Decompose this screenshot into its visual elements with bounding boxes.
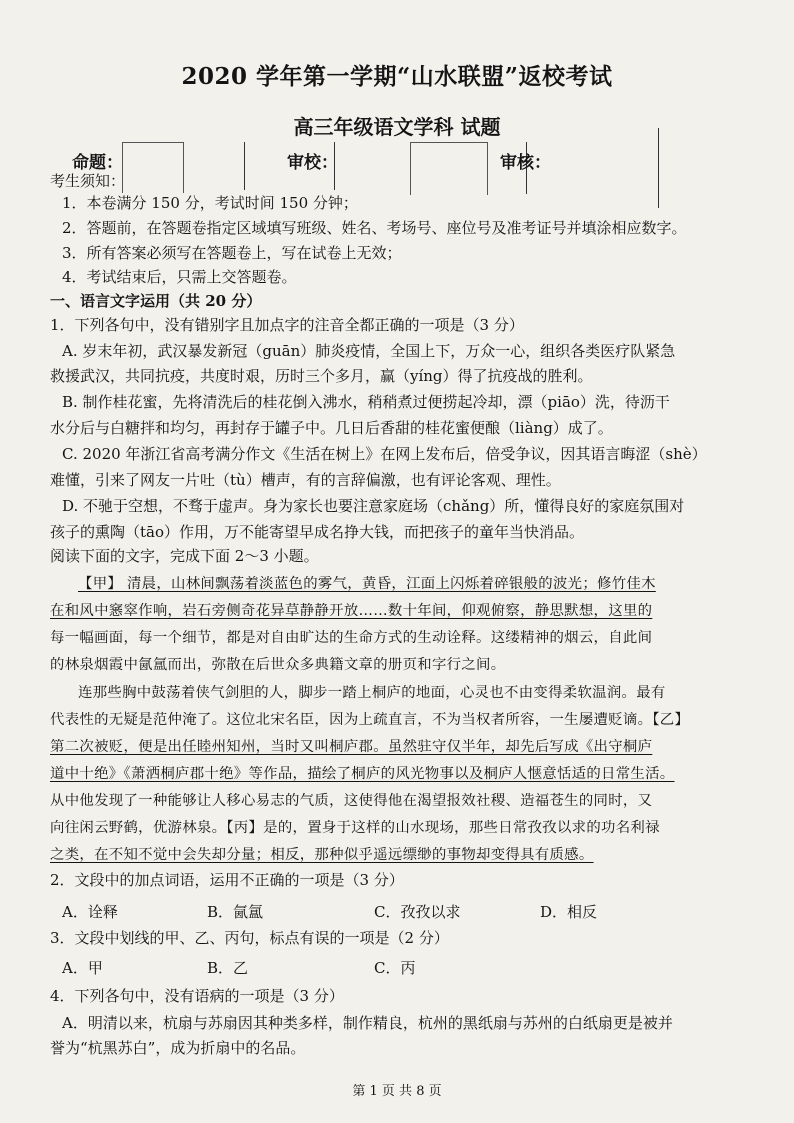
passage-line: 向往闲云野鹤，优游林泉。【丙】是的，置身于这样的山水现场，那些日常孜孜以求的功名利禄 [50,820,660,836]
question-2-option-b: B．氤氲 [207,903,264,921]
question-1-line: 水分后与白糖拌和均匀，再封存于罐子中。几日后香甜的桂花蜜便酿（liàng）成了。 [50,419,613,437]
passage-line: 在和风中窸窣作响，岩石旁侧奇花异草静静开放……数十年间，仰观俯察，静思默想，这里的 [50,603,653,619]
question-3-option-c: C．丙 [374,959,416,977]
passage-line: 道中十绝》《萧洒桐庐郡十绝》等作品，描绘了桐庐的风光物事以及桐庐人惬意恬适的日常生活。 [50,766,675,782]
question-1-line: B. 制作桂花蜜，先将清洗后的桂花倒入沸水，稍稍煮过便捞起冷却，漂（piāo）洗，待沥干 [62,393,670,411]
passage-line: 【甲】 清晨，山林间飘荡着淡蓝色的雾气，黄昏，江面上闪烁着碎银般的波光；修竹佳木 [78,576,656,592]
question-2-option-c: C．孜孜以求 [374,903,461,921]
question-3-stem: 3．文段中划线的甲、乙、丙句，标点有误的一项是（2 分） [50,929,449,947]
question-2-stem: 2．文段中的加点词语，运用不正确的一项是（3 分） [50,871,404,889]
question-1-line: 救援武汉，共同抗疫，共度时艰，历时三个多月，赢（yíng）得了抗疫战的胜利。 [50,367,593,385]
passage-line: 从中他发现了一种能够让人移心易志的气质，这使得他在渴望报效社稷、造福苍生的同时，又 [50,793,653,809]
question-4-line: 誉为“杭黑苏白”，成为折扇中的名品。 [50,1039,306,1057]
passage-line: 每一幅画面，每一个细节，都是对自由旷达的生命方式的生动诠释。这缕精神的烟云，自此间 [50,630,653,646]
question-2-option-a: A．诠释 [62,903,118,921]
passage-line: 第二次被贬，便是出任睦州知州，当时又叫桐庐郡。虽然驻守仅半年，却先后写成《出守桐庐 [50,739,653,755]
question-1-line: A. 岁末年初，武汉暴发新冠（guān）肺炎疫情，全国上下，万众一心，组织各类医疗队紧急 [62,342,676,360]
instruction-item: 2．答题前，在答题卷指定区域填写班级、姓名、考场号、座位号及准考证号并填涂相应数字。 [62,219,687,237]
question-1-line: 孩子的熏陶（tāo）作用，万不能寄望早成名挣大钱，而把孩子的童年当快消品。 [50,523,585,541]
question-1-stem: 1．下列各句中，没有错别字且加点字的注音全都正确的一项是（3 分） [50,316,524,334]
instruction-item: 4．考试结束后，只需上交答题卷。 [62,268,297,286]
question-2-option-d: D．相反 [540,903,598,921]
instructions-heading: 考生须知： [50,172,126,190]
question-3-option-a: A．甲 [62,959,103,977]
school-review-label: 审校： [287,153,338,173]
passage-line: 的林泉烟霞中氤氲而出，弥散在后世众多典籍文章的册页和字行之间。 [50,657,506,673]
question-4-line: A．明清以来，杭扇与苏扇因其种类多样，制作精良，杭州的黑纸扇与苏州的白纸扇更是被并 [62,1014,673,1032]
exam-subtitle: 高三年级语文学科 试题 [293,115,501,139]
question-4-stem: 4．下列各句中，没有语病的一项是（3 分） [50,987,344,1005]
proposer-label: 命题： [72,153,123,173]
question-1-line: C. 2020 年浙江省高考满分作文《生活在树上》在网上发布后，倍受争议，因其语言晦涩（shè） [62,445,707,463]
reading-intro: 阅读下面的文字，完成下面 2～3 小题。 [50,547,319,565]
passage-line: 代表性的无疑是范仲淹了。这位北宋名臣，因为上疏直言，不为当权者所容，一生屡遭贬谪。【乙】 [50,712,690,728]
page-footer: 第 1 页 共 8 页 [352,1084,442,1099]
instruction-item: 3．所有答案必须写在答题卷上，写在试卷上无效； [62,244,402,262]
instruction-item: 1．本卷满分 150 分，考试时间 150 分钟； [62,194,358,212]
exam-title: 2020 学年第一学期“山水联盟”返校考试 [181,63,613,90]
final-review-label: 审核： [500,153,551,173]
question-1-line: D. 不驰于空想，不骛于虚声。身为家长也要注意家庭场（chǎng）所，懂得良好的家庭氛围对 [62,497,685,515]
passage-line: 之类，在不知不觉中会失却分量；相反，那种似乎遥远缥缈的事物却变得具有质感。 [50,847,594,863]
section-heading: 一、语言文字运用（共 20 分） [50,292,262,310]
question-3-option-b: B．乙 [207,959,249,977]
passage-line: 连那些胸中鼓荡着侠气剑胆的人，脚步一踏上桐庐的地面，心灵也不由变得柔软温润。最有 [78,685,666,701]
question-1-line: 难懂，引来了网友一片吐（tù）槽声，有的言辞偏激，也有评论客观、理性。 [50,471,561,489]
